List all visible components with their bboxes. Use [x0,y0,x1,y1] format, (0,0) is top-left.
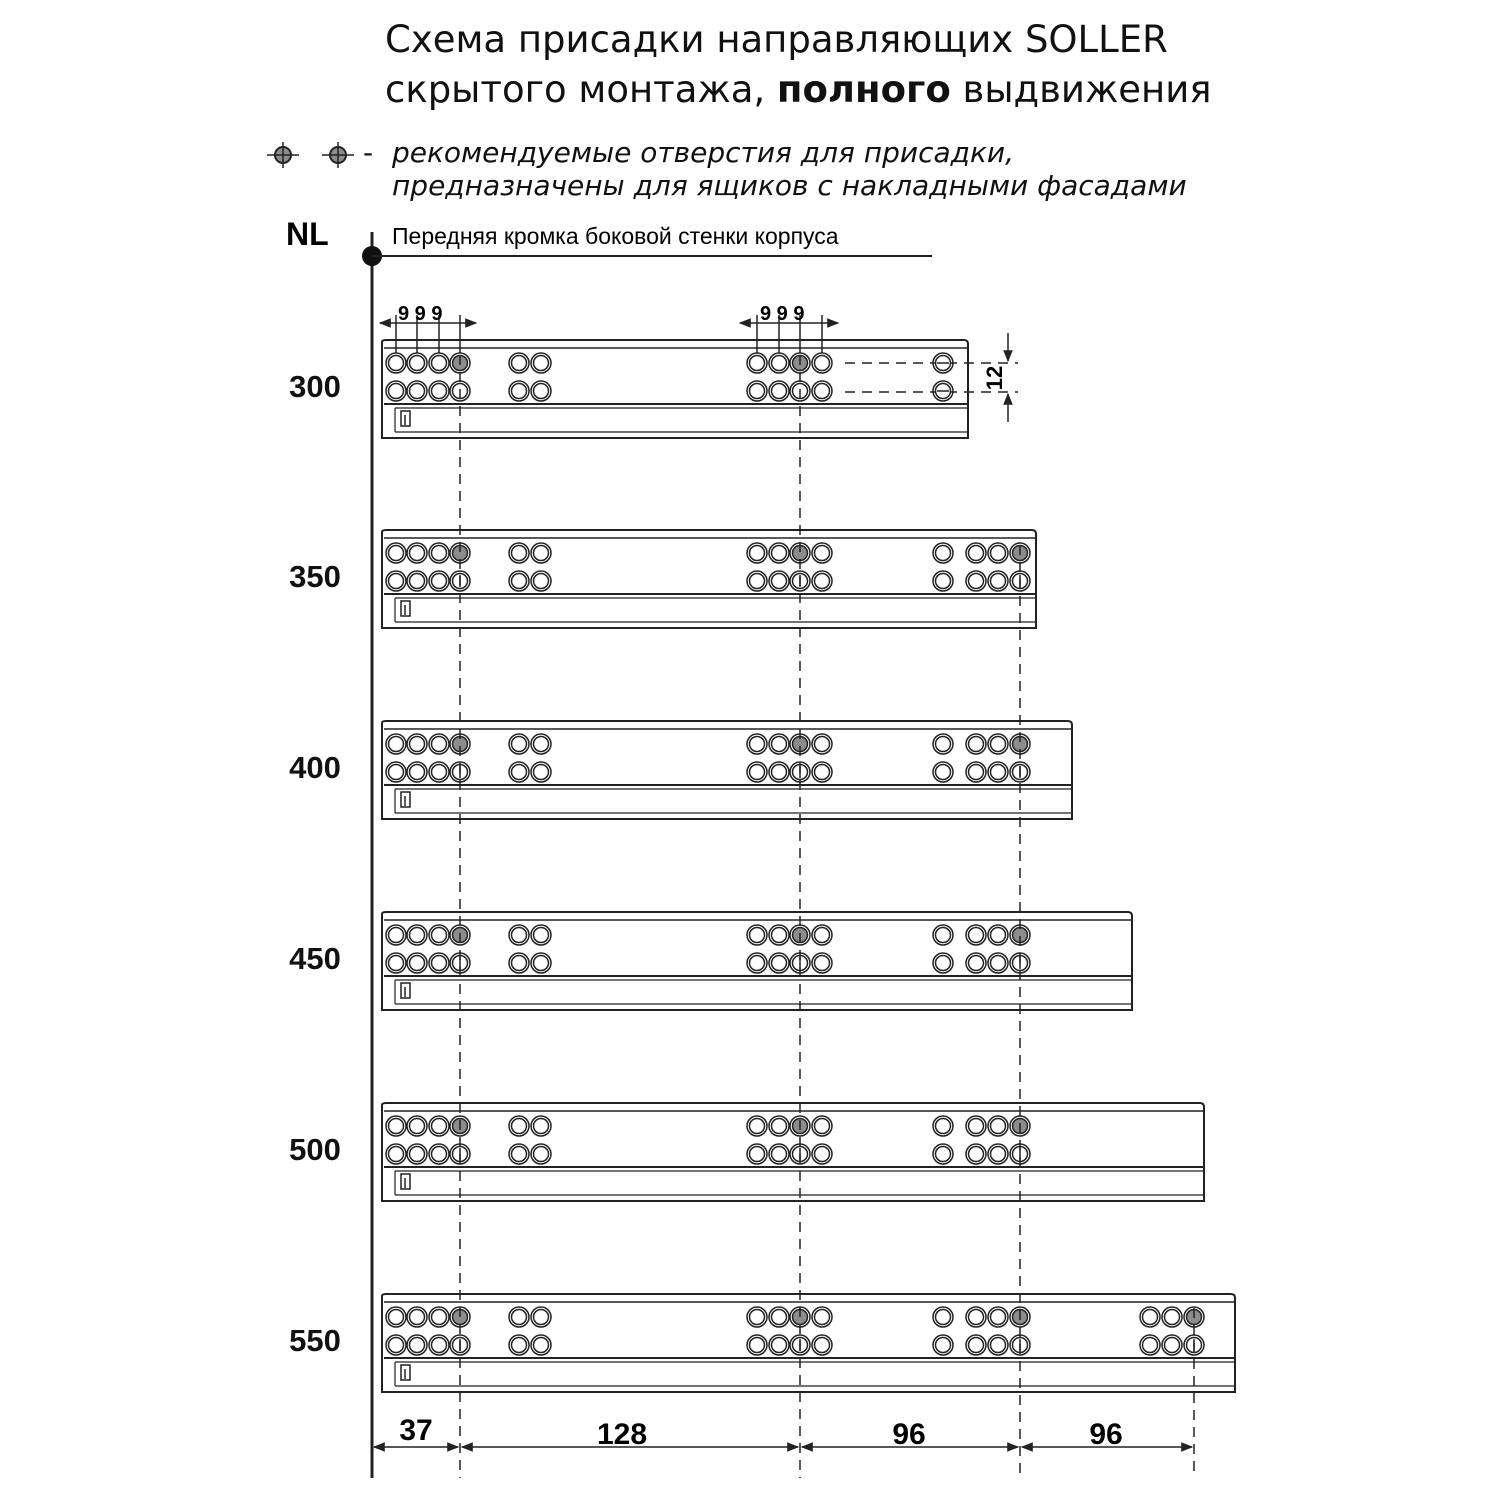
mounting-hole [1162,1307,1182,1327]
mounting-hole [747,1144,767,1164]
mounting-hole [531,734,551,754]
mounting-hole [747,543,767,563]
mounting-hole [966,953,986,973]
mounting-hole [769,953,789,973]
mounting-hole [531,1144,551,1164]
latch-icon [401,1174,410,1189]
reference-lines [460,355,1194,1478]
legend-line-1: рекомендуемые отверстия для присадки, [392,136,1015,169]
mounting-hole [812,353,832,373]
mounting-hole [812,953,832,973]
mounting-hole [531,762,551,782]
mounting-hole [531,571,551,591]
mounting-hole [988,1307,1008,1327]
rail-size-label: 500 [289,1132,341,1167]
mounting-hole [407,353,427,373]
mounting-hole [407,1144,427,1164]
rail-550 [289,1294,1235,1392]
mounting-hole [531,1335,551,1355]
mounting-hole [407,543,427,563]
mounting-hole [429,381,449,401]
mounting-hole [933,953,953,973]
mounting-hole [966,734,986,754]
mounting-hole [429,1335,449,1355]
nl-axis-label: NL [286,216,329,252]
mounting-hole [509,953,529,973]
mounting-hole [747,353,767,373]
mounting-hole [769,762,789,782]
mounting-hole [509,925,529,945]
mounting-hole [429,353,449,373]
title-line-1: Схема присадки направляющих SOLLER [385,18,1168,61]
mounting-hole [386,1307,406,1327]
mounting-hole [747,1335,767,1355]
mounting-hole [509,734,529,754]
mounting-hole [933,1335,953,1355]
mounting-hole [769,925,789,945]
mounting-hole [531,381,551,401]
bottom-dimension-96-a: 96 [892,1418,926,1451]
mounting-hole [966,1335,986,1355]
mounting-hole [429,1307,449,1327]
mounting-hole [429,762,449,782]
mounting-hole [407,734,427,754]
mounting-hole [386,381,406,401]
mounting-hole [407,925,427,945]
mounting-hole [747,1307,767,1327]
mounting-hole [386,734,406,754]
mounting-hole [747,762,767,782]
rail-size-label: 550 [289,1323,341,1358]
middle-spacing-label: 9 9 9 [760,303,805,325]
mounting-hole [386,1144,406,1164]
mounting-hole [966,762,986,782]
legend-line-2: предназначены для ящиков с накладными фасадами [392,169,1187,202]
mounting-hole [386,571,406,591]
mounting-hole [966,925,986,945]
mounting-hole [509,1144,529,1164]
bottom-dimension-128: 128 [596,1418,648,1451]
mounting-hole [386,953,406,973]
mounting-hole [966,571,986,591]
mounting-hole [988,762,1008,782]
mounting-hole [509,571,529,591]
mounting-hole [769,543,789,563]
mounting-hole [429,953,449,973]
mounting-hole [812,734,832,754]
mounting-hole [966,1144,986,1164]
mounting-hole [812,925,832,945]
mounting-hole [429,571,449,591]
mounting-hole [747,734,767,754]
mounting-hole [988,734,1008,754]
mounting-hole [812,1335,832,1355]
rail-size-label: 450 [289,941,341,976]
mounting-hole [509,381,529,401]
mounting-hole [966,1116,986,1136]
mounting-hole [769,381,789,401]
mounting-hole [812,1116,832,1136]
mounting-hole [509,762,529,782]
mounting-hole [1140,1307,1160,1327]
latch-icon [401,601,410,616]
mounting-hole [933,1144,953,1164]
mounting-hole [509,1335,529,1355]
mounting-hole [407,762,427,782]
mounting-hole [509,543,529,563]
mounting-hole [407,1307,427,1327]
rail-size-label: 350 [289,559,341,594]
mounting-hole [988,1335,1008,1355]
mounting-hole [531,353,551,373]
rail-500 [289,1103,1204,1201]
latch-icon [401,1365,410,1380]
title-line-2-end: выдвижения [950,68,1212,111]
mounting-hole [812,543,832,563]
mounting-hole [429,1144,449,1164]
mounting-hole [509,1307,529,1327]
mounting-hole [386,1116,406,1136]
rail-size-label: 300 [289,369,341,404]
mounting-hole [747,381,767,401]
rail-size-label: 400 [289,750,341,785]
mounting-hole [531,543,551,563]
mounting-hole [1162,1335,1182,1355]
mounting-hole [407,1335,427,1355]
mounting-hole [429,734,449,754]
mounting-hole [769,1335,789,1355]
mounting-hole [769,1307,789,1327]
mounting-hole [769,1116,789,1136]
mounting-hole [933,734,953,754]
mounting-hole [933,1307,953,1327]
mounting-hole [933,762,953,782]
mounting-hole [812,1144,832,1164]
mounting-hole [769,1144,789,1164]
mounting-hole [769,353,789,373]
mounting-hole [747,571,767,591]
rails-group [289,340,1235,1392]
mounting-hole [407,381,427,401]
mounting-hole [933,571,953,591]
mounting-hole [531,925,551,945]
bottom-dimension-96-b: 96 [1089,1418,1123,1451]
rail-450 [289,912,1132,1010]
legend-dash: - [363,136,374,169]
mounting-hole [429,1116,449,1136]
mounting-hole [509,1116,529,1136]
mounting-hole [933,381,953,401]
mounting-hole [407,953,427,973]
mounting-hole [747,1116,767,1136]
latch-icon [401,411,410,426]
mounting-hole [386,353,406,373]
rail-350 [289,530,1036,628]
mounting-hole [988,953,1008,973]
rail-400 [289,721,1072,819]
mounting-hole [812,381,832,401]
mounting-hole [386,925,406,945]
mounting-hole [1140,1335,1160,1355]
mounting-hole [386,762,406,782]
mounting-hole [988,571,1008,591]
mounting-hole [407,571,427,591]
mounting-hole [988,1116,1008,1136]
title-line-2-start: скрытого монтажа, [385,68,777,111]
mounting-hole [531,1116,551,1136]
rail-300 [289,340,968,438]
mounting-hole [933,543,953,563]
mounting-hole [966,543,986,563]
front-spacing-label: 9 9 9 [398,303,443,325]
mounting-hole [933,925,953,945]
mounting-hole [407,1116,427,1136]
mounting-hole [933,1116,953,1136]
mounting-hole [988,925,1008,945]
mounting-hole [933,353,953,373]
mounting-hole [988,543,1008,563]
title-line-2-bold: полного [776,68,951,111]
bottom-dimension-37: 37 [399,1414,433,1447]
mounting-hole [747,925,767,945]
mounting-hole [812,571,832,591]
front-edge-label: Передняя кромка боковой стенки корпуса [392,223,839,249]
mounting-hole [769,571,789,591]
mounting-hole [812,1307,832,1327]
mounting-hole [966,1307,986,1327]
mounting-hole [386,1335,406,1355]
mounting-hole [769,734,789,754]
mounting-hole [531,953,551,973]
mounting-hole [988,1144,1008,1164]
latch-icon [401,983,410,998]
mounting-hole [531,1307,551,1327]
mounting-hole [747,953,767,973]
mounting-hole [386,543,406,563]
mounting-hole [509,353,529,373]
mounting-hole [429,925,449,945]
mounting-hole [812,762,832,782]
legend-recommended-hole-icons [267,142,354,168]
height-dimension-label: 12 [982,365,1007,391]
latch-icon [401,792,410,807]
mounting-hole [429,543,449,563]
